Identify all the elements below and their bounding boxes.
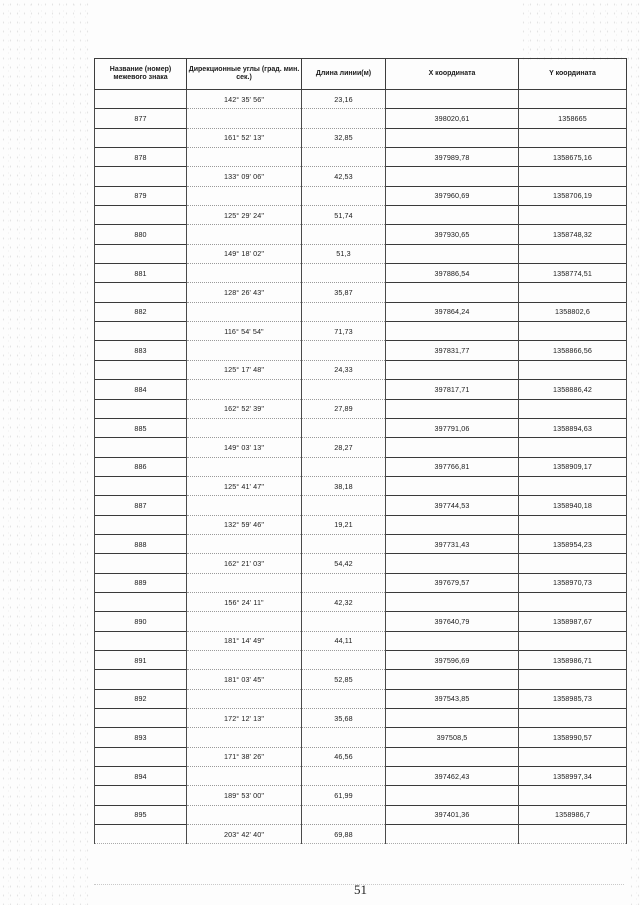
cell-direction-angle [187, 805, 302, 824]
cell-x-coordinate [386, 747, 519, 766]
cell-line-length: 38,18 [302, 476, 386, 495]
cell-mark-name: 884 [95, 380, 187, 399]
cell-mark-name: 883 [95, 341, 187, 360]
cell-line-length [302, 380, 386, 399]
cell-mark-name [95, 244, 187, 263]
cell-y-coordinate [519, 825, 627, 844]
cell-line-length [302, 225, 386, 244]
table-row-segment [95, 476, 627, 495]
cell-direction-angle [187, 186, 302, 205]
cell-direction-angle: 125° 29' 24" [187, 206, 302, 225]
cell-line-length: 35,87 [302, 283, 386, 302]
cell-direction-angle: 149° 03' 13" [187, 438, 302, 457]
cell-line-length: 69,88 [302, 825, 386, 844]
cell-direction-angle [187, 225, 302, 244]
cell-line-length [302, 418, 386, 437]
cell-y-coordinate: 1358986,71 [519, 650, 627, 669]
header-line-length: Длина линии(м) [302, 59, 386, 90]
table-row-mark [95, 728, 627, 747]
cell-y-coordinate [519, 670, 627, 689]
cell-line-length: 51,3 [302, 244, 386, 263]
cell-direction-angle: 162° 21' 03" [187, 554, 302, 573]
cell-direction-angle: 149° 18' 02" [187, 244, 302, 263]
table-row-segment [95, 438, 627, 457]
cell-x-coordinate [386, 399, 519, 418]
scan-noise-left [0, 0, 90, 905]
cell-direction-angle: 162° 52' 39" [187, 399, 302, 418]
cell-line-length [302, 457, 386, 476]
cell-line-length: 42,32 [302, 592, 386, 611]
cell-mark-name: 890 [95, 612, 187, 631]
table-row-segment [95, 128, 627, 147]
header-x-coordinate: X координата [386, 59, 519, 90]
cell-mark-name [95, 360, 187, 379]
cell-line-length: 24,33 [302, 360, 386, 379]
cell-direction-angle: 125° 41' 47" [187, 476, 302, 495]
table-row-segment [95, 554, 627, 573]
table-row-mark [95, 418, 627, 437]
cell-y-coordinate: 1358706,19 [519, 186, 627, 205]
cell-direction-angle [187, 264, 302, 283]
table-row-mark [95, 148, 627, 167]
cell-y-coordinate: 1358894,63 [519, 418, 627, 437]
cell-direction-angle [187, 728, 302, 747]
cell-x-coordinate [386, 244, 519, 263]
cell-y-coordinate [519, 399, 627, 418]
cell-direction-angle: 189° 53' 00" [187, 786, 302, 805]
table-row-segment [95, 244, 627, 263]
cell-direction-angle: 172° 12' 13" [187, 709, 302, 728]
cell-line-length: 32,85 [302, 128, 386, 147]
cell-y-coordinate: 1358774,51 [519, 264, 627, 283]
cell-mark-name [95, 283, 187, 302]
cell-y-coordinate [519, 515, 627, 534]
cell-line-length [302, 264, 386, 283]
cell-x-coordinate: 397640,79 [386, 612, 519, 631]
cell-x-coordinate [386, 825, 519, 844]
cell-direction-angle: 142° 35' 56" [187, 90, 302, 109]
cell-mark-name: 895 [95, 805, 187, 824]
table-row-mark [95, 612, 627, 631]
cell-line-length [302, 534, 386, 553]
cell-x-coordinate: 397886,54 [386, 264, 519, 283]
cell-direction-angle [187, 418, 302, 437]
cell-x-coordinate [386, 360, 519, 379]
table-row-mark [95, 534, 627, 553]
table-row-segment [95, 592, 627, 611]
cell-direction-angle: 203° 42' 40" [187, 825, 302, 844]
header-y-coordinate: Y координата [519, 59, 627, 90]
table-row-segment [95, 631, 627, 650]
cell-direction-angle [187, 496, 302, 515]
cell-line-length: 35,68 [302, 709, 386, 728]
scan-noise-right [628, 0, 640, 905]
cell-y-coordinate: 1358940,18 [519, 496, 627, 515]
table-row-segment [95, 322, 627, 341]
table-body [95, 90, 627, 844]
cell-line-length: 61,99 [302, 786, 386, 805]
cell-mark-name [95, 554, 187, 573]
cell-x-coordinate [386, 283, 519, 302]
cell-x-coordinate [386, 515, 519, 534]
cell-mark-name [95, 167, 187, 186]
cell-line-length [302, 496, 386, 515]
cell-direction-angle [187, 302, 302, 321]
survey-table-container [94, 58, 626, 844]
cell-direction-angle [187, 457, 302, 476]
cell-y-coordinate: 1358990,57 [519, 728, 627, 747]
cell-mark-name: 881 [95, 264, 187, 283]
cell-mark-name: 888 [95, 534, 187, 553]
cell-direction-angle: 132° 59' 46" [187, 515, 302, 534]
cell-mark-name: 892 [95, 689, 187, 708]
cell-y-coordinate: 1358675,16 [519, 148, 627, 167]
cell-line-length [302, 573, 386, 592]
cell-y-coordinate: 1358886,42 [519, 380, 627, 399]
cell-direction-angle: 133° 09' 06" [187, 167, 302, 186]
cell-line-length [302, 186, 386, 205]
cell-y-coordinate [519, 167, 627, 186]
cell-y-coordinate [519, 631, 627, 650]
cell-y-coordinate: 1358985,73 [519, 689, 627, 708]
cell-x-coordinate: 397543,85 [386, 689, 519, 708]
cell-direction-angle [187, 148, 302, 167]
table-row-segment [95, 206, 627, 225]
cell-x-coordinate [386, 554, 519, 573]
cell-y-coordinate [519, 206, 627, 225]
boundary-marks-table [94, 58, 627, 844]
cell-mark-name [95, 206, 187, 225]
table-row-mark [95, 225, 627, 244]
cell-y-coordinate [519, 709, 627, 728]
cell-mark-name [95, 90, 187, 109]
cell-x-coordinate: 397462,43 [386, 767, 519, 786]
cell-y-coordinate [519, 592, 627, 611]
table-row-mark [95, 496, 627, 515]
cell-y-coordinate [519, 786, 627, 805]
table-row-mark [95, 650, 627, 669]
cell-x-coordinate [386, 670, 519, 689]
cell-direction-angle [187, 689, 302, 708]
cell-y-coordinate: 1358802,6 [519, 302, 627, 321]
table-row-segment [95, 786, 627, 805]
cell-x-coordinate: 397731,43 [386, 534, 519, 553]
table-row-segment [95, 825, 627, 844]
cell-x-coordinate: 397679,57 [386, 573, 519, 592]
cell-mark-name: 877 [95, 109, 187, 128]
header-mark-name: Название (номер) межевого знака [95, 59, 187, 90]
cell-direction-angle [187, 341, 302, 360]
cell-line-length: 28,27 [302, 438, 386, 457]
header-direction-angle: Дирекционные углы (град. мин. сек.) [187, 59, 302, 90]
cell-direction-angle: 171° 38' 26" [187, 747, 302, 766]
table-row-segment [95, 360, 627, 379]
table-row-mark [95, 380, 627, 399]
cell-mark-name: 885 [95, 418, 187, 437]
cell-direction-angle: 116° 54' 54" [187, 322, 302, 341]
cell-direction-angle [187, 650, 302, 669]
cell-y-coordinate: 1358665 [519, 109, 627, 128]
cell-y-coordinate: 1358997,34 [519, 767, 627, 786]
cell-direction-angle [187, 573, 302, 592]
cell-x-coordinate: 397744,53 [386, 496, 519, 515]
cell-line-length: 52,85 [302, 670, 386, 689]
cell-x-coordinate: 397596,69 [386, 650, 519, 669]
cell-y-coordinate: 1358748,32 [519, 225, 627, 244]
page-number: 51 [354, 882, 367, 897]
cell-line-length: 46,56 [302, 747, 386, 766]
cell-x-coordinate [386, 786, 519, 805]
cell-line-length [302, 767, 386, 786]
table-row-mark [95, 689, 627, 708]
cell-mark-name [95, 709, 187, 728]
cell-line-length [302, 109, 386, 128]
cell-x-coordinate: 397401,36 [386, 805, 519, 824]
cell-x-coordinate: 397766,81 [386, 457, 519, 476]
cell-direction-angle [187, 612, 302, 631]
cell-mark-name: 882 [95, 302, 187, 321]
cell-mark-name [95, 322, 187, 341]
cell-x-coordinate [386, 592, 519, 611]
cell-x-coordinate [386, 438, 519, 457]
table-row-segment [95, 670, 627, 689]
cell-mark-name [95, 747, 187, 766]
cell-y-coordinate [519, 438, 627, 457]
table-row-mark [95, 302, 627, 321]
cell-line-length [302, 148, 386, 167]
cell-line-length: 51,74 [302, 206, 386, 225]
cell-y-coordinate: 1358986,7 [519, 805, 627, 824]
table-row-mark [95, 457, 627, 476]
cell-x-coordinate [386, 206, 519, 225]
cell-x-coordinate: 397817,71 [386, 380, 519, 399]
cell-y-coordinate [519, 128, 627, 147]
cell-mark-name [95, 438, 187, 457]
cell-mark-name: 878 [95, 148, 187, 167]
cell-mark-name [95, 631, 187, 650]
cell-x-coordinate: 397864,24 [386, 302, 519, 321]
cell-y-coordinate: 1358970,73 [519, 573, 627, 592]
cell-direction-angle: 156° 24' 11" [187, 592, 302, 611]
cell-mark-name: 880 [95, 225, 187, 244]
cell-y-coordinate: 1358909,17 [519, 457, 627, 476]
cell-y-coordinate: 1358866,56 [519, 341, 627, 360]
cell-direction-angle: 181° 14' 49" [187, 631, 302, 650]
cell-x-coordinate: 397791,06 [386, 418, 519, 437]
table-header-row [95, 59, 627, 90]
cell-line-length: 54,42 [302, 554, 386, 573]
cell-x-coordinate [386, 167, 519, 186]
table-row-mark [95, 341, 627, 360]
cell-mark-name [95, 825, 187, 844]
cell-y-coordinate [519, 747, 627, 766]
table-row-segment [95, 399, 627, 418]
table-row-mark [95, 573, 627, 592]
cell-line-length: 27,89 [302, 399, 386, 418]
cell-direction-angle: 161° 52' 13" [187, 128, 302, 147]
cell-mark-name [95, 476, 187, 495]
cell-mark-name [95, 670, 187, 689]
cell-mark-name [95, 592, 187, 611]
table-row-segment [95, 283, 627, 302]
cell-x-coordinate [386, 90, 519, 109]
cell-direction-angle: 125° 17' 48" [187, 360, 302, 379]
cell-y-coordinate [519, 360, 627, 379]
table-row-mark [95, 264, 627, 283]
table-row-segment [95, 515, 627, 534]
table-row-mark [95, 767, 627, 786]
cell-line-length [302, 728, 386, 747]
cell-line-length [302, 650, 386, 669]
cell-y-coordinate [519, 90, 627, 109]
cell-line-length: 71,73 [302, 322, 386, 341]
cell-x-coordinate: 397508,5 [386, 728, 519, 747]
cell-y-coordinate: 1358954,23 [519, 534, 627, 553]
cell-x-coordinate: 397960,69 [386, 186, 519, 205]
cell-x-coordinate: 397930,65 [386, 225, 519, 244]
cell-x-coordinate [386, 709, 519, 728]
cell-line-length: 44,11 [302, 631, 386, 650]
cell-y-coordinate [519, 322, 627, 341]
cell-line-length [302, 302, 386, 321]
cell-mark-name [95, 786, 187, 805]
cell-y-coordinate [519, 476, 627, 495]
cell-y-coordinate [519, 554, 627, 573]
cell-direction-angle [187, 109, 302, 128]
table-row-segment [95, 747, 627, 766]
table-row-mark [95, 805, 627, 824]
table-row-segment [95, 709, 627, 728]
cell-line-length [302, 341, 386, 360]
cell-mark-name: 879 [95, 186, 187, 205]
table-row-mark [95, 186, 627, 205]
cell-direction-angle: 181° 03' 45" [187, 670, 302, 689]
cell-x-coordinate [386, 476, 519, 495]
scan-noise-top [520, 0, 630, 60]
cell-mark-name: 891 [95, 650, 187, 669]
cell-mark-name: 894 [95, 767, 187, 786]
cell-x-coordinate [386, 322, 519, 341]
table-row-segment [95, 90, 627, 109]
cell-y-coordinate: 1358987,67 [519, 612, 627, 631]
cell-direction-angle: 128° 26' 43" [187, 283, 302, 302]
cell-x-coordinate: 397831,77 [386, 341, 519, 360]
cell-mark-name [95, 515, 187, 534]
cell-y-coordinate [519, 283, 627, 302]
cell-mark-name: 889 [95, 573, 187, 592]
cell-y-coordinate [519, 244, 627, 263]
cell-line-length: 23,16 [302, 90, 386, 109]
cell-x-coordinate: 397989,78 [386, 148, 519, 167]
cell-line-length [302, 689, 386, 708]
cell-x-coordinate [386, 631, 519, 650]
cell-mark-name: 893 [95, 728, 187, 747]
cell-x-coordinate: 398020,61 [386, 109, 519, 128]
table-row-mark [95, 109, 627, 128]
cell-direction-angle [187, 380, 302, 399]
cell-x-coordinate [386, 128, 519, 147]
cell-mark-name [95, 128, 187, 147]
cell-line-length: 42,53 [302, 167, 386, 186]
cell-line-length [302, 805, 386, 824]
cell-mark-name [95, 399, 187, 418]
cell-mark-name: 886 [95, 457, 187, 476]
cell-direction-angle [187, 534, 302, 553]
cell-mark-name: 887 [95, 496, 187, 515]
cell-line-length: 19,21 [302, 515, 386, 534]
table-row-segment [95, 167, 627, 186]
cell-direction-angle [187, 767, 302, 786]
cell-line-length [302, 612, 386, 631]
